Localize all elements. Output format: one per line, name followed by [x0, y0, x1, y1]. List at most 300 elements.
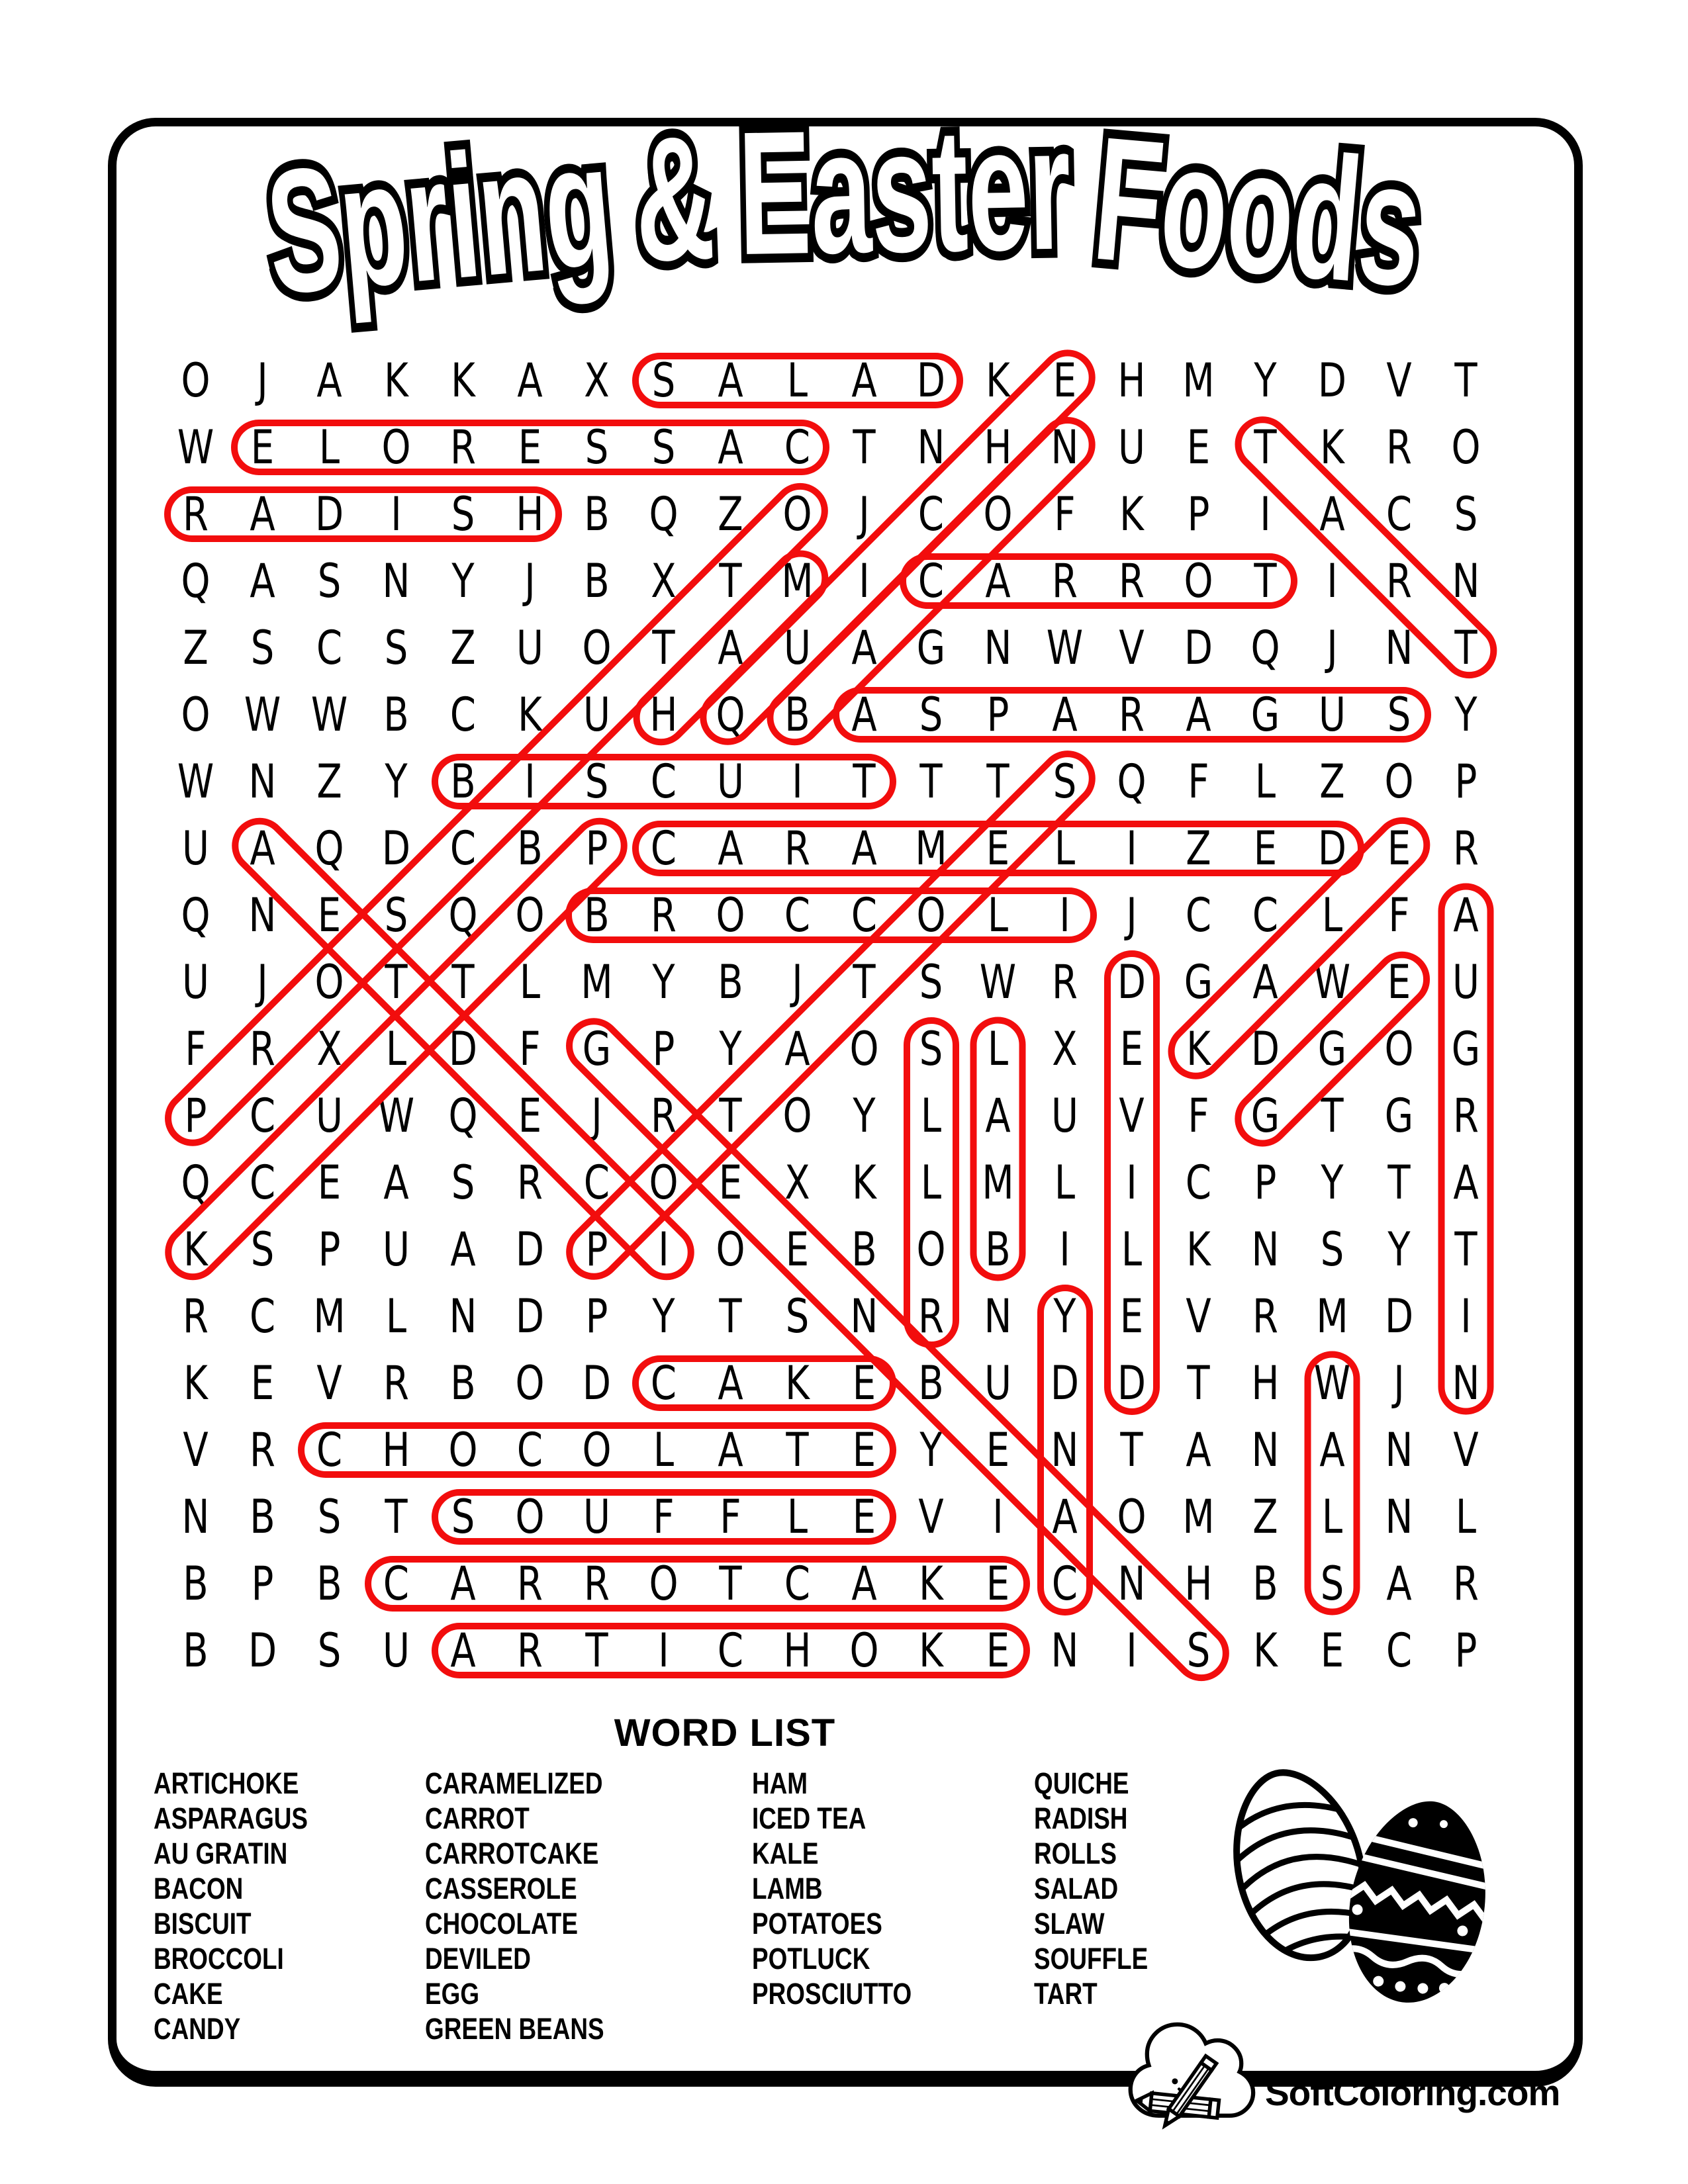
- grid-cell-r16c12: B: [918, 1355, 944, 1410]
- grid-cell-r20c10: H: [783, 1623, 812, 1678]
- grid-cell-r7c2: N: [248, 754, 277, 809]
- word-list-item: AU GRATIN: [154, 1837, 288, 1870]
- grid-cell-r4c16: O: [1184, 553, 1213, 608]
- grid-cell-r11c12: S: [919, 1021, 943, 1076]
- word-list-item: DEVILED: [425, 1942, 531, 1976]
- grid-cell-r16c20: N: [1452, 1355, 1480, 1410]
- grid-cell-r10c5: T: [451, 954, 475, 1009]
- grid-cell-r6c15: R: [1119, 687, 1145, 742]
- grid-cell-r8c15: I: [1126, 821, 1137, 876]
- brand-text: SoftColoring.com: [1265, 2071, 1560, 2113]
- grid-cell-r4c17: T: [1254, 553, 1277, 608]
- grid-cell-r3c7: B: [584, 486, 610, 541]
- grid-cell-r2c13: H: [984, 420, 1012, 475]
- grid-cell-r3c18: A: [1319, 486, 1345, 541]
- grid-cell-r9c17: C: [1252, 887, 1279, 942]
- grid-cell-r14c16: K: [1186, 1222, 1211, 1277]
- grid-cell-r13c1: Q: [181, 1155, 211, 1210]
- grid-cell-r14c17: N: [1251, 1222, 1280, 1277]
- grid-cell-r17c9: A: [718, 1422, 743, 1477]
- grid-cell-r7c17: L: [1254, 754, 1276, 809]
- puzzle-title: [99, 89, 1589, 332]
- grid-cell-r16c6: O: [515, 1355, 545, 1410]
- grid-cell-r20c11: O: [849, 1623, 879, 1678]
- grid-cell-r1c6: A: [517, 353, 543, 408]
- grid-cell-r12c6: E: [518, 1088, 542, 1143]
- grid-cell-r13c11: K: [852, 1155, 876, 1210]
- grid-cell-r17c1: V: [183, 1422, 209, 1477]
- grid-cell-r3c12: C: [917, 486, 945, 541]
- grid-cell-r1c13: K: [986, 353, 1010, 408]
- grid-cell-r2c11: T: [853, 420, 876, 475]
- grid-cell-r7c19: O: [1384, 754, 1414, 809]
- grid-cell-r2c20: O: [1451, 420, 1481, 475]
- grid-cell-r18c14: A: [1052, 1489, 1078, 1544]
- grid-cell-r9c19: F: [1388, 887, 1410, 942]
- grid-cell-r16c4: R: [383, 1355, 409, 1410]
- grid-cell-r16c17: H: [1251, 1355, 1280, 1410]
- grid-cell-r8c10: R: [784, 821, 810, 876]
- grid-cell-r11c4: L: [385, 1021, 407, 1076]
- grid-cell-r9c16: C: [1185, 887, 1212, 942]
- grid-cell-r7c15: Q: [1117, 754, 1147, 809]
- grid-cell-r6c5: C: [449, 687, 477, 742]
- grid-cell-r18c1: N: [181, 1489, 210, 1544]
- grid-cell-r16c16: T: [1187, 1355, 1210, 1410]
- grid-cell-r8c7: P: [585, 821, 608, 876]
- grid-cell-r14c1: K: [183, 1222, 208, 1277]
- word-list-item: QUICHE: [1034, 1766, 1129, 1800]
- brand-logo: [1117, 2004, 1560, 2140]
- grid-cell-r4c8: X: [651, 553, 677, 608]
- grid-cell-r10c17: A: [1252, 954, 1278, 1009]
- grid-cell-r13c12: L: [920, 1155, 942, 1210]
- grid-cell-r12c14: U: [1051, 1088, 1078, 1143]
- word-list-item: EGG: [425, 1977, 480, 2011]
- letter-grid: [162, 347, 1499, 1684]
- grid-cell-r3c11: J: [859, 486, 870, 541]
- grid-cell-r15c13: N: [984, 1289, 1012, 1343]
- grid-cell-r9c11: C: [851, 887, 878, 942]
- grid-cell-r17c19: N: [1385, 1422, 1413, 1477]
- grid-cell-r1c9: A: [718, 353, 743, 408]
- title-word: Foods Foods: [1088, 111, 1428, 314]
- grid-cell-r11c14: X: [1052, 1021, 1078, 1076]
- grid-cell-r19c11: A: [851, 1556, 877, 1611]
- grid-cell-r3c19: C: [1385, 486, 1413, 541]
- grid-cell-r14c11: B: [851, 1222, 877, 1277]
- grid-cell-r14c14: I: [1059, 1222, 1070, 1277]
- grid-cell-r19c6: R: [517, 1556, 543, 1611]
- word-list-item: BACON: [154, 1872, 244, 1905]
- grid-cell-r11c2: R: [250, 1021, 275, 1076]
- grid-cell-r19c5: A: [450, 1556, 476, 1611]
- grid-cell-r10c20: U: [1452, 954, 1479, 1009]
- grid-cell-r7c6: I: [524, 754, 536, 809]
- grid-cell-r15c17: R: [1252, 1289, 1278, 1343]
- grid-cell-r16c13: U: [984, 1355, 1011, 1410]
- grid-cell-r4c2: A: [250, 553, 275, 608]
- title-word: Easter Easter: [737, 101, 1072, 282]
- grid-cell-r16c1: K: [183, 1355, 208, 1410]
- grid-cell-r12c19: G: [1384, 1088, 1414, 1143]
- grid-cell-r8c6: B: [517, 821, 543, 876]
- grid-cell-r2c3: L: [318, 420, 340, 475]
- grid-cell-r17c17: N: [1251, 1422, 1280, 1477]
- grid-cell-r2c1: W: [177, 420, 214, 475]
- grid-cell-r11c19: O: [1384, 1021, 1414, 1076]
- grid-cell-r6c3: W: [310, 687, 348, 742]
- grid-cell-r19c9: T: [719, 1556, 742, 1611]
- grid-cell-r19c18: S: [1320, 1556, 1344, 1611]
- grid-cell-r11c18: G: [1317, 1021, 1347, 1076]
- grid-cell-r1c18: D: [1317, 353, 1347, 408]
- grid-cell-r4c12: C: [917, 553, 945, 608]
- grid-cell-r19c17: B: [1252, 1556, 1278, 1611]
- grid-cell-r17c10: T: [786, 1422, 809, 1477]
- grid-cell-r15c3: M: [313, 1289, 346, 1343]
- grid-cell-r4c4: N: [382, 553, 410, 608]
- grid-cell-r15c1: R: [183, 1289, 209, 1343]
- grid-cell-r3c15: K: [1119, 486, 1144, 541]
- grid-cell-r18c18: L: [1321, 1489, 1343, 1544]
- grid-cell-r5c17: Q: [1250, 620, 1280, 675]
- word-list-item: CARROTCAKE: [425, 1837, 599, 1870]
- grid-cell-r8c19: E: [1387, 821, 1411, 876]
- grid-cell-r11c3: X: [316, 1021, 342, 1076]
- grid-cell-r8c20: R: [1453, 821, 1479, 876]
- grid-cell-r15c6: D: [515, 1289, 545, 1343]
- grid-cell-r14c8: I: [658, 1222, 669, 1277]
- word-list-item: CARAMELIZED: [425, 1766, 603, 1800]
- grid-cell-r7c3: Z: [316, 754, 342, 809]
- grid-cell-r6c1: O: [181, 687, 211, 742]
- grid-cell-r20c6: R: [517, 1623, 543, 1678]
- grid-cell-r20c18: E: [1320, 1623, 1344, 1678]
- grid-cell-r12c20: R: [1453, 1088, 1479, 1143]
- grid-cell-r8c14: L: [1054, 821, 1076, 876]
- grid-cell-r4c15: R: [1119, 553, 1145, 608]
- grid-cell-r15c5: N: [449, 1289, 477, 1343]
- grid-cell-r20c14: N: [1051, 1623, 1079, 1678]
- word-list-item: POTATOES: [752, 1907, 882, 1940]
- grid-cell-r2c10: C: [784, 420, 811, 475]
- grid-cell-r13c20: A: [1453, 1155, 1479, 1210]
- grid-cell-r12c8: R: [651, 1088, 677, 1143]
- grid-cell-r6c9: Q: [716, 687, 745, 742]
- grid-cell-r6c18: U: [1319, 687, 1346, 742]
- grid-cell-r13c15: I: [1126, 1155, 1137, 1210]
- grid-cell-r4c11: I: [859, 553, 870, 608]
- grid-cell-r17c3: C: [316, 1422, 343, 1477]
- grid-cell-r7c10: I: [792, 754, 803, 809]
- grid-cell-r11c5: D: [448, 1021, 478, 1076]
- grid-cell-r13c9: E: [718, 1155, 743, 1210]
- grid-cell-r7c1: W: [177, 754, 214, 809]
- grid-cell-r11c15: E: [1119, 1021, 1144, 1076]
- grid-cell-r11c10: A: [784, 1021, 810, 1076]
- grid-cell-r6c8: H: [649, 687, 678, 742]
- grid-cell-r17c15: T: [1120, 1422, 1143, 1477]
- word-list-item: CASSEROLE: [425, 1872, 577, 1905]
- grid-cell-r18c7: U: [583, 1489, 610, 1544]
- grid-cell-r7c14: S: [1053, 754, 1077, 809]
- grid-cell-r13c18: Y: [1321, 1155, 1344, 1210]
- title-word: & &: [632, 110, 717, 289]
- grid-cell-r15c16: V: [1186, 1289, 1211, 1343]
- grid-cell-r9c9: O: [716, 887, 745, 942]
- word-list-item: TART: [1034, 1977, 1098, 2011]
- grid-cell-r13c2: C: [249, 1155, 276, 1210]
- grid-cell-r4c5: Y: [451, 553, 475, 608]
- grid-cell-r12c1: P: [184, 1088, 207, 1143]
- grid-cell-r15c10: S: [785, 1289, 810, 1343]
- grid-cell-r15c14: Y: [1053, 1289, 1076, 1343]
- grid-cell-r20c3: S: [317, 1623, 342, 1678]
- grid-cell-r20c1: B: [183, 1623, 209, 1678]
- grid-cell-r10c6: L: [519, 954, 541, 1009]
- grid-cell-r15c18: M: [1316, 1289, 1348, 1343]
- grid-cell-r14c15: L: [1121, 1222, 1143, 1277]
- grid-cell-r19c8: O: [649, 1556, 679, 1611]
- grid-cell-r1c3: A: [316, 353, 342, 408]
- grid-cell-r5c20: T: [1454, 620, 1477, 675]
- grid-cell-r13c7: C: [583, 1155, 610, 1210]
- grid-cell-r6c10: B: [784, 687, 810, 742]
- grid-cell-r18c13: I: [992, 1489, 1004, 1544]
- grid-cell-r20c2: D: [248, 1623, 277, 1678]
- grid-cell-r18c15: O: [1117, 1489, 1147, 1544]
- grid-cell-r6c12: S: [919, 687, 943, 742]
- grid-cell-r17c14: N: [1051, 1422, 1079, 1477]
- grid-cell-r16c18: W: [1313, 1355, 1351, 1410]
- grid-cell-r15c8: Y: [652, 1289, 675, 1343]
- grid-cell-r17c4: H: [382, 1422, 410, 1477]
- grid-cell-r2c5: R: [450, 420, 476, 475]
- grid-cell-r19c1: B: [183, 1556, 209, 1611]
- grid-cell-r15c12: R: [918, 1289, 944, 1343]
- grid-cell-r18c17: Z: [1252, 1489, 1278, 1544]
- grid-cell-r14c2: S: [250, 1222, 275, 1277]
- grid-cell-r3c6: H: [516, 486, 544, 541]
- grid-cell-r5c16: D: [1184, 620, 1213, 675]
- grid-cell-r8c16: Z: [1186, 821, 1211, 876]
- grid-cell-r12c17: G: [1250, 1088, 1280, 1143]
- grid-cell-r10c1: U: [182, 954, 209, 1009]
- grid-cell-r19c3: B: [316, 1556, 342, 1611]
- grid-cell-r17c16: A: [1186, 1422, 1211, 1477]
- grid-cell-r6c14: A: [1052, 687, 1078, 742]
- grid-cell-r8c2: A: [250, 821, 275, 876]
- grid-cell-r15c7: P: [585, 1289, 608, 1343]
- word-list-item: RADISH: [1034, 1801, 1128, 1835]
- grid-cell-r7c8: C: [650, 754, 677, 809]
- grid-cell-r11c9: Y: [719, 1021, 742, 1076]
- word-list-item: GREEN BEANS: [425, 2012, 604, 2046]
- grid-cell-r8c17: E: [1253, 821, 1278, 876]
- grid-cell-r11c16: K: [1186, 1021, 1211, 1076]
- grid-cell-r14c4: U: [383, 1222, 410, 1277]
- grid-cell-r4c6: J: [524, 553, 536, 608]
- grid-cell-r3c5: S: [451, 486, 475, 541]
- grid-cell-r1c15: H: [1117, 353, 1146, 408]
- grid-cell-r15c2: C: [249, 1289, 276, 1343]
- grid-cell-r10c15: D: [1117, 954, 1147, 1009]
- grid-cell-r8c3: Q: [314, 821, 344, 876]
- grid-cell-r11c6: F: [519, 1021, 541, 1076]
- grid-cell-r16c19: J: [1393, 1355, 1405, 1410]
- grid-cell-r11c13: L: [987, 1021, 1009, 1076]
- grid-cell-r20c17: K: [1253, 1623, 1278, 1678]
- grid-cell-r19c7: R: [584, 1556, 610, 1611]
- word-list-item: KALE: [752, 1837, 819, 1870]
- grid-cell-r6c2: W: [244, 687, 281, 742]
- grid-cell-r18c20: L: [1455, 1489, 1477, 1544]
- grid-cell-r3c10: O: [782, 486, 812, 541]
- grid-cell-r7c9: U: [717, 754, 744, 809]
- grid-cell-r16c8: C: [650, 1355, 677, 1410]
- grid-cell-r1c19: V: [1386, 353, 1412, 408]
- grid-cell-r19c12: K: [919, 1556, 943, 1611]
- grid-cell-r9c4: S: [384, 887, 408, 942]
- grid-cell-r13c6: R: [517, 1155, 543, 1210]
- grid-cell-r7c11: T: [853, 754, 876, 809]
- grid-cell-r6c17: G: [1250, 687, 1280, 742]
- grid-cell-r18c12: V: [918, 1489, 944, 1544]
- grid-cell-r1c4: K: [384, 353, 408, 408]
- grid-cell-r12c13: A: [985, 1088, 1011, 1143]
- grid-cell-r16c15: D: [1117, 1355, 1147, 1410]
- word-list-column-3: [752, 1766, 947, 2011]
- word-list-item: PROSCIUTTO: [752, 1977, 912, 2011]
- grid-cell-r3c13: O: [983, 486, 1013, 541]
- grid-cell-r1c17: Y: [1254, 353, 1277, 408]
- grid-cell-r2c9: A: [718, 420, 743, 475]
- grid-cell-r7c5: B: [450, 754, 476, 809]
- grid-cell-r9c2: N: [248, 887, 277, 942]
- grid-cell-r5c9: A: [718, 620, 743, 675]
- grid-cell-r6c6: K: [518, 687, 542, 742]
- grid-cell-r19c19: A: [1386, 1556, 1412, 1611]
- grid-cell-r14c5: A: [450, 1222, 476, 1277]
- grid-cell-r12c16: F: [1188, 1088, 1209, 1143]
- grid-cell-r18c16: M: [1182, 1489, 1215, 1544]
- grid-cell-r19c16: H: [1184, 1556, 1213, 1611]
- grid-cell-r8c1: U: [182, 821, 209, 876]
- word-list-item: LAMB: [752, 1872, 823, 1905]
- grid-cell-r2c14: N: [1051, 420, 1079, 475]
- grid-cell-r4c20: N: [1452, 553, 1480, 608]
- grid-cell-r18c4: T: [385, 1489, 408, 1544]
- grid-cell-r4c7: B: [584, 553, 610, 608]
- grid-cell-r18c5: S: [451, 1489, 475, 1544]
- grid-cell-r10c9: B: [718, 954, 743, 1009]
- grid-cell-r3c3: D: [314, 486, 344, 541]
- grid-cell-r16c9: A: [718, 1355, 743, 1410]
- grid-cell-r8c4: D: [381, 821, 411, 876]
- word-list-item: ARTICHOKE: [154, 1766, 299, 1800]
- grid-cell-r14c7: P: [585, 1222, 608, 1277]
- grid-cell-r17c2: R: [250, 1422, 275, 1477]
- grid-cell-r16c14: D: [1050, 1355, 1080, 1410]
- grid-cell-r17c12: Y: [919, 1422, 943, 1477]
- grid-cell-r14c10: E: [785, 1222, 810, 1277]
- grid-cell-r6c20: Y: [1454, 687, 1477, 742]
- grid-cell-r8c9: A: [718, 821, 743, 876]
- grid-cell-r4c10: M: [781, 553, 814, 608]
- grid-cell-r13c4: A: [383, 1155, 409, 1210]
- word-list-item: ROLLS: [1034, 1837, 1117, 1870]
- grid-cell-r3c2: A: [250, 486, 275, 541]
- grid-cell-r8c5: C: [449, 821, 477, 876]
- grid-cell-r12c2: C: [249, 1088, 276, 1143]
- grid-cell-r10c18: W: [1313, 954, 1351, 1009]
- grid-cell-r10c10: J: [792, 954, 803, 1009]
- grid-cell-r12c10: O: [782, 1088, 812, 1143]
- grid-cell-r1c7: X: [584, 353, 610, 408]
- grid-cell-r18c11: E: [852, 1489, 876, 1544]
- grid-cell-r14c12: O: [916, 1222, 946, 1277]
- grid-cell-r5c19: N: [1385, 620, 1413, 675]
- word-list-item: SOUFFLE: [1034, 1942, 1149, 1976]
- word-list-heading: WORD LIST: [614, 1711, 836, 1754]
- grid-cell-r10c12: S: [919, 954, 943, 1009]
- grid-cell-r16c11: E: [852, 1355, 876, 1410]
- grid-cell-r8c11: A: [851, 821, 877, 876]
- grid-cell-r6c4: B: [383, 687, 409, 742]
- grid-cell-r12c15: V: [1119, 1088, 1145, 1143]
- grid-cell-r2c15: U: [1118, 420, 1145, 475]
- grid-cell-r20c7: T: [585, 1623, 608, 1678]
- grid-cell-r15c4: L: [385, 1289, 407, 1343]
- grid-cell-r15c9: T: [719, 1289, 742, 1343]
- grid-cell-r10c4: T: [385, 954, 408, 1009]
- grid-cell-r10c16: G: [1184, 954, 1213, 1009]
- grid-cell-r13c13: M: [982, 1155, 1014, 1210]
- grid-cell-r19c10: C: [784, 1556, 811, 1611]
- grid-cell-r2c7: S: [585, 420, 609, 475]
- grid-cell-r9c14: I: [1059, 887, 1070, 942]
- grid-cell-r14c18: S: [1320, 1222, 1344, 1277]
- grid-cell-r12c5: Q: [448, 1088, 478, 1143]
- grid-cell-r19c13: E: [986, 1556, 1010, 1611]
- grid-cell-r7c20: P: [1454, 754, 1477, 809]
- grid-cell-r16c3: V: [316, 1355, 342, 1410]
- grid-cell-r14c9: O: [716, 1222, 745, 1277]
- grid-cell-r4c14: R: [1052, 553, 1078, 608]
- grid-cell-r1c20: T: [1454, 353, 1477, 408]
- grid-cell-r5c11: A: [851, 620, 877, 675]
- grid-cell-r13c17: P: [1254, 1155, 1277, 1210]
- grid-cell-r12c4: W: [377, 1088, 415, 1143]
- grid-cell-r18c3: S: [317, 1489, 342, 1544]
- grid-cell-r1c10: L: [786, 353, 808, 408]
- grid-cell-r14c20: T: [1454, 1222, 1477, 1277]
- grid-cell-r20c12: K: [919, 1623, 943, 1678]
- grid-cell-r6c19: S: [1387, 687, 1411, 742]
- grid-cell-r17c13: E: [986, 1422, 1010, 1477]
- grid-cell-r3c17: I: [1260, 486, 1271, 541]
- grid-cell-r20c9: C: [717, 1623, 744, 1678]
- grid-cell-r7c4: Y: [385, 754, 408, 809]
- grid-cell-r3c20: S: [1454, 486, 1478, 541]
- grid-cell-r13c8: O: [649, 1155, 679, 1210]
- grid-cell-r13c16: C: [1185, 1155, 1212, 1210]
- grid-cell-r5c10: U: [784, 620, 811, 675]
- grid-cell-r17c18: A: [1319, 1422, 1345, 1477]
- grid-cell-r4c1: Q: [181, 553, 211, 608]
- grid-cell-r20c8: I: [658, 1623, 669, 1678]
